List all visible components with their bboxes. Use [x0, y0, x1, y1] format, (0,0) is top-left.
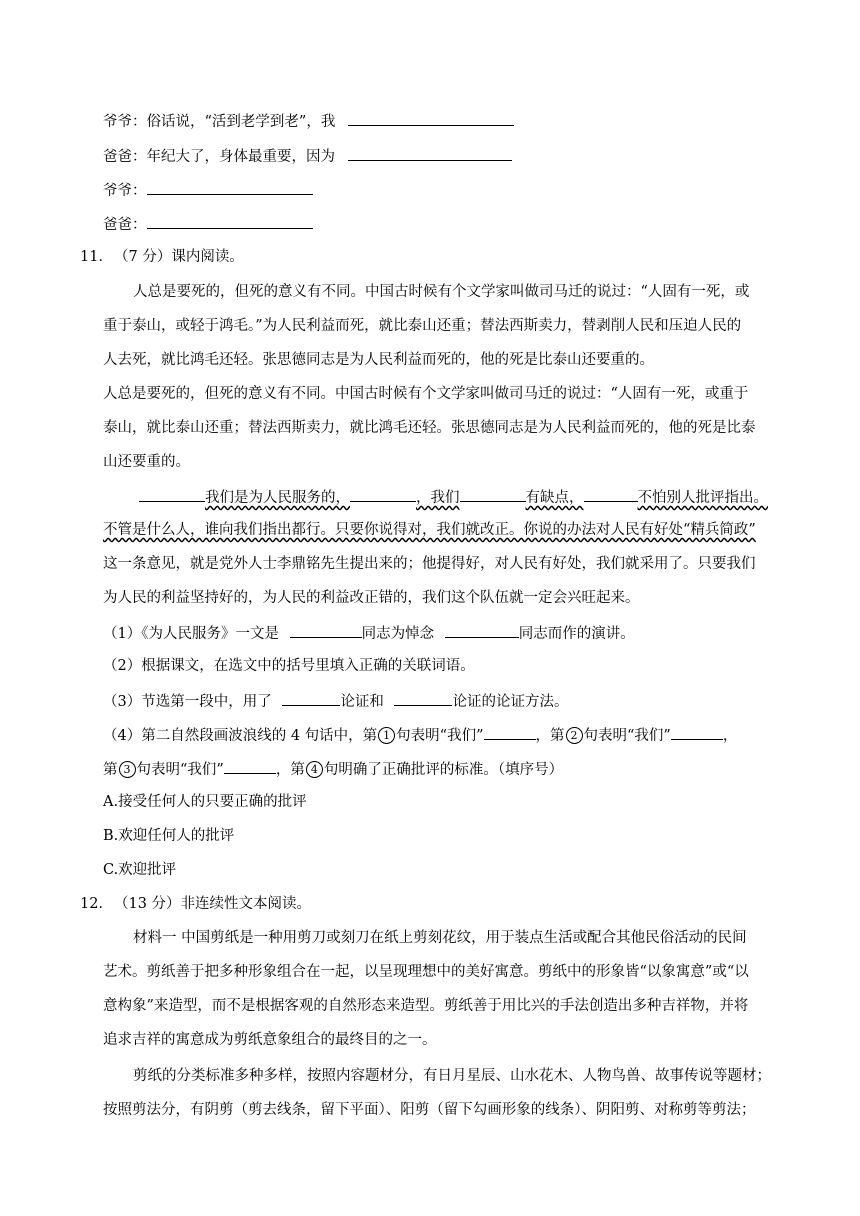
wavy-sentence: 有缺点，: [525, 490, 584, 506]
material-line: 按照剪法分，有阴剪（剪去线条，留下平面）、阳剪（留下勾画形象的线条）、阴阳剪、对称剪等剪法；: [103, 1102, 756, 1118]
sub-question-text: 同志而作的演讲。: [518, 626, 635, 642]
dialogue-text: 爸爸：年纪大了，身体最重要，因为: [103, 149, 335, 165]
question-title: （7 分）课内阅读。: [114, 249, 244, 265]
answer-blank[interactable]: [484, 724, 536, 740]
dialogue-line-4: [103, 213, 313, 235]
dialogue-line-2: [103, 145, 512, 167]
passage-line: 这一条意见，就是党外人士李鼎铭先生提出来的；他提得好，对人民有好处，我们就采用了。只要我们: [103, 556, 756, 572]
sub-question-text: 句明确了正确批评的标准。（填序号）: [323, 762, 564, 778]
sub-question-text: 同志为悼念: [361, 626, 435, 642]
circled-number: 3: [119, 761, 136, 778]
answer-blank[interactable]: [224, 758, 276, 774]
dialogue-text: 爷爷：俗话说，“活到老学到老”，我: [103, 114, 336, 130]
sub-question-text: 句表明“我们”: [136, 762, 224, 778]
circled-number: 1: [378, 727, 395, 744]
answer-blank[interactable]: [290, 622, 362, 638]
material-line: 艺术。剪纸善于把多种形象组合在一起，以呈现理想中的美好寓意。剪纸中的形象皆“以象寓意”或“以: [103, 964, 749, 980]
sub-question-text: 论证的论证方法。: [452, 694, 569, 710]
conjunction-blank[interactable]: [584, 486, 638, 502]
sub-question-text: 句表明“我们”: [583, 728, 671, 744]
passage-line: 人去死，就比鸿毛还轻。张思德同志是为人民利益而死的，他的死是比泰山还要重的。: [103, 352, 654, 368]
option-b: B.欢迎任何人的批评: [103, 828, 235, 844]
answer-blank[interactable]: [348, 110, 514, 126]
wavy-sentence: 我们是为人民服务的，: [205, 490, 350, 506]
sub-question-text: ，第: [535, 728, 565, 744]
wavy-passage-line: [139, 486, 768, 508]
question-title: （13 分）非连续性文本阅读。: [114, 896, 312, 912]
sub-question-text: 句表明“我们”: [396, 728, 484, 744]
answer-blank[interactable]: [445, 622, 519, 638]
sub-question-1: [103, 622, 635, 644]
dialogue-line-3: [103, 179, 313, 201]
option-c: C.欢迎批评: [103, 862, 177, 878]
passage-line: 为人民的利益坚持好的，为人民的利益改正错的，我们这个队伍就一定会兴旺起来。: [103, 590, 640, 606]
answer-blank[interactable]: [671, 724, 723, 740]
sub-question-2: （2）根据课文，在选文中的括号里填入正确的关联词语。: [103, 658, 475, 674]
sub-question-text: ，第: [275, 762, 305, 778]
conjunction-blank[interactable]: [139, 486, 205, 502]
sub-question-4: [103, 724, 737, 746]
answer-blank[interactable]: [147, 213, 313, 229]
wavy-sentence: 不怕别人批评指出。: [637, 490, 768, 506]
question-number: 12．: [80, 896, 113, 912]
answer-blank[interactable]: [394, 690, 452, 706]
passage-line: 人总是要死的，但死的意义有不同。中国古时候有个文学家叫做司马迁的说过：“人固有一死，或重于: [103, 386, 749, 402]
material-line: 意构象”来造型，而不是根据客观的自然形态来造型。剪纸善于用比兴的手法创造出多种吉祥物，并将: [103, 998, 749, 1014]
passage-line: 重于泰山，或轻于鸿毛。”为人民利益而死，就比泰山还重；替法西斯卖力，替剥削人民和压迫人民的: [103, 318, 742, 334]
dialogue-line-1: [103, 110, 514, 132]
sub-question-4-cont: [103, 758, 563, 780]
sub-question-text: （4）第二自然段画波浪线的 4 句话中，第: [103, 728, 378, 744]
answer-blank[interactable]: [348, 145, 512, 161]
conjunction-blank[interactable]: [350, 486, 416, 502]
answer-blank[interactable]: [147, 179, 313, 195]
dialogue-text: 爸爸：: [103, 217, 147, 233]
circled-number: 2: [566, 727, 583, 744]
question-number: 11．: [80, 249, 113, 265]
passage-line: 山还要重的。: [103, 454, 190, 470]
conjunction-blank[interactable]: [460, 486, 526, 502]
material-line: 追求吉祥的寓意成为剪纸意象组合的最终目的之一。: [103, 1032, 437, 1048]
sub-question-text: （3）节选第一段中，用了: [103, 694, 272, 710]
option-a: A.接受任何人的只要正确的批评: [103, 794, 307, 810]
passage-line: [103, 520, 756, 540]
answer-blank[interactable]: [282, 690, 340, 706]
sub-question-text: 论证和: [340, 694, 384, 710]
material-line: 材料一 中国剪纸是一种用剪刀或刻刀在纸上剪刻花纹，用于装点生活或配合其他民俗活动的民间: [133, 930, 747, 946]
passage-line: 人总是要死的，但死的意义有不同。中国古时候有个文学家叫做司马迁的说过：“人固有一死，或: [133, 284, 750, 300]
sub-question-text: 第: [103, 762, 118, 778]
sub-question-3: [103, 690, 568, 712]
wavy-sentence: 不管是什么人，谁向我们指出都行。只要你说得对，我们就改正。你说的办法对人民有好处“精兵简政”: [103, 522, 756, 538]
dialogue-text: 爷爷：: [103, 183, 147, 199]
sub-question-text: （1）《为人民服务》一文是: [103, 626, 279, 642]
wavy-sentence: ，我们: [416, 490, 460, 506]
sub-question-text: ，: [722, 728, 738, 744]
circled-number: 4: [306, 761, 323, 778]
passage-line: 泰山，就比泰山还重；替法西斯卖力，就比鸿毛还轻。张思德同志是为人民利益而死的，他的死是比泰: [103, 420, 756, 436]
material-line: 剪纸的分类标准多种多样，按照内容题材分，有日月星辰、山水花木、人物鸟兽、故事传说等题材；: [133, 1068, 771, 1084]
